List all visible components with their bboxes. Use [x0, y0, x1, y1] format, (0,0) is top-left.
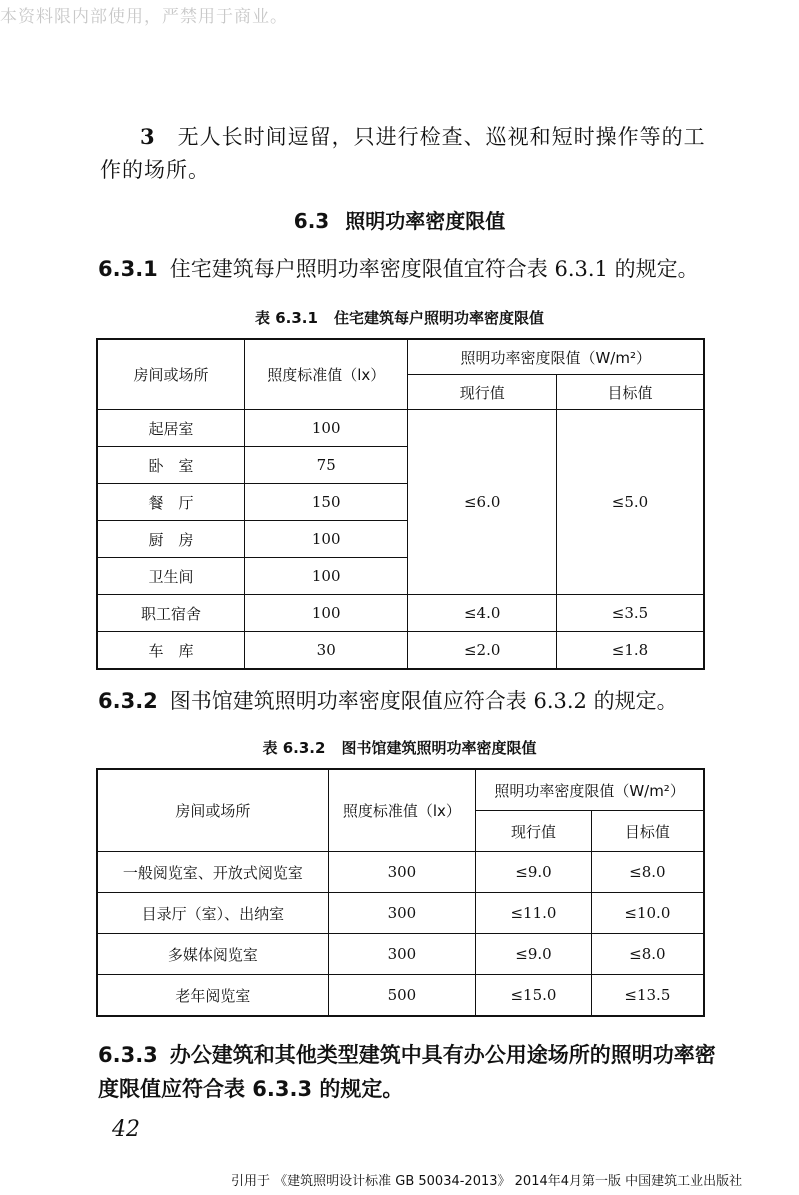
table-row	[97, 632, 704, 670]
header-illuminance: 照度标准值（lx）	[244, 339, 407, 410]
clause-number: 6.3.2	[98, 689, 158, 713]
cell-lux: 500	[328, 975, 476, 1017]
header-place: 房间或场所	[97, 339, 244, 410]
table-row	[97, 852, 704, 893]
table-row	[97, 893, 704, 934]
page-number: 42	[112, 1117, 140, 1142]
clause-text: 图书馆建筑照明功率密度限值应符合表 6.3.2 的规定。	[169, 689, 678, 713]
cell-target: ≤10.0	[591, 893, 704, 934]
table-caption-title: 住宅建筑每户照明功率密度限值	[333, 309, 544, 327]
clause-number: 6.3.1	[98, 257, 158, 281]
cell-lux: 300	[328, 893, 476, 934]
footer-citation: 引用于 《建筑照明设计标准 GB 50034-2013》 2014年4月第一版 中国建筑工业出版社	[231, 1174, 743, 1189]
cell-lux: 100	[244, 410, 407, 447]
header-current: 现行值	[408, 375, 557, 410]
section-number: 6.3	[293, 209, 330, 233]
item-text: 无人长时间逗留，只进行检查、巡视和短时操作等的工作的场所。	[100, 125, 706, 182]
header-target: 目标值	[556, 375, 704, 410]
table-row	[97, 934, 704, 975]
cell-place: 卫生间	[97, 558, 244, 595]
cell-current: ≤9.0	[476, 934, 592, 975]
header-place: 房间或场所	[97, 769, 328, 852]
cell-lux: 100	[244, 595, 407, 632]
cell-lux: 100	[244, 558, 407, 595]
clause-number: 6.3.3	[98, 1043, 158, 1067]
cell-current-merged: ≤6.0	[408, 410, 557, 595]
table-caption-number: 表 6.3.2	[262, 739, 326, 757]
clause-text: 住宅建筑每户照明功率密度限值宜符合表 6.3.1 的规定。	[169, 257, 699, 281]
cell-lux: 150	[244, 484, 407, 521]
table-row	[97, 975, 704, 1017]
cell-current: ≤15.0	[476, 975, 592, 1017]
clause-6-3-2	[98, 685, 678, 718]
table-caption	[0, 737, 799, 758]
cell-lux: 300	[328, 934, 476, 975]
cell-lux: 75	[244, 447, 407, 484]
cell-place: 餐 厅	[97, 484, 244, 521]
table-6-3-2	[96, 768, 705, 1017]
cell-target: ≤8.0	[591, 934, 704, 975]
clause-text: 办公建筑和其他类型建筑中具有办公用途场所的照明功率密度限值应符合表 6.3.3 的规定。	[98, 1043, 716, 1101]
table-row	[97, 410, 704, 447]
table-row	[97, 595, 704, 632]
cell-place: 厨 房	[97, 521, 244, 558]
cell-current: ≤9.0	[476, 852, 592, 893]
cell-place: 多媒体阅览室	[97, 934, 328, 975]
clause-6-3-1	[98, 253, 699, 286]
table-6-3-1	[96, 338, 705, 670]
cell-target: ≤3.5	[556, 595, 704, 632]
cell-current: ≤11.0	[476, 893, 592, 934]
watermark-text: 本资料限内部使用，严禁用于商业。	[0, 7, 288, 27]
table-caption-number: 表 6.3.1	[255, 309, 318, 327]
table-caption	[0, 307, 799, 328]
cell-place: 车 库	[97, 632, 244, 670]
item-number: 3	[140, 124, 156, 149]
cell-place: 一般阅览室、开放式阅览室	[97, 852, 328, 893]
cell-place: 卧 室	[97, 447, 244, 484]
cell-lux: 30	[244, 632, 407, 670]
header-lpd: 照明功率密度限值（W/m²）	[408, 339, 704, 375]
cell-place: 职工宿舍	[97, 595, 244, 632]
cell-place: 目录厅（室）、出纳室	[97, 893, 328, 934]
cell-target: ≤8.0	[591, 852, 704, 893]
cell-lux: 300	[328, 852, 476, 893]
header-lpd: 照明功率密度限值（W/m²）	[476, 769, 704, 811]
cell-target: ≤13.5	[591, 975, 704, 1017]
header-current: 现行值	[476, 811, 592, 852]
header-illuminance: 照度标准值（lx）	[328, 769, 476, 852]
section-title-text: 照明功率密度限值	[345, 209, 506, 233]
cell-place: 起居室	[97, 410, 244, 447]
cell-place: 老年阅览室	[97, 975, 328, 1017]
cell-target: ≤1.8	[556, 632, 704, 670]
table-caption-title: 图书馆建筑照明功率密度限值	[341, 739, 537, 757]
cell-current: ≤4.0	[408, 595, 557, 632]
header-target: 目标值	[591, 811, 704, 852]
cell-target-merged: ≤5.0	[556, 410, 704, 595]
clause-6-3-3	[98, 1038, 718, 1106]
list-item-3	[100, 120, 710, 187]
cell-lux: 100	[244, 521, 407, 558]
section-title	[0, 205, 799, 234]
cell-current: ≤2.0	[408, 632, 557, 670]
